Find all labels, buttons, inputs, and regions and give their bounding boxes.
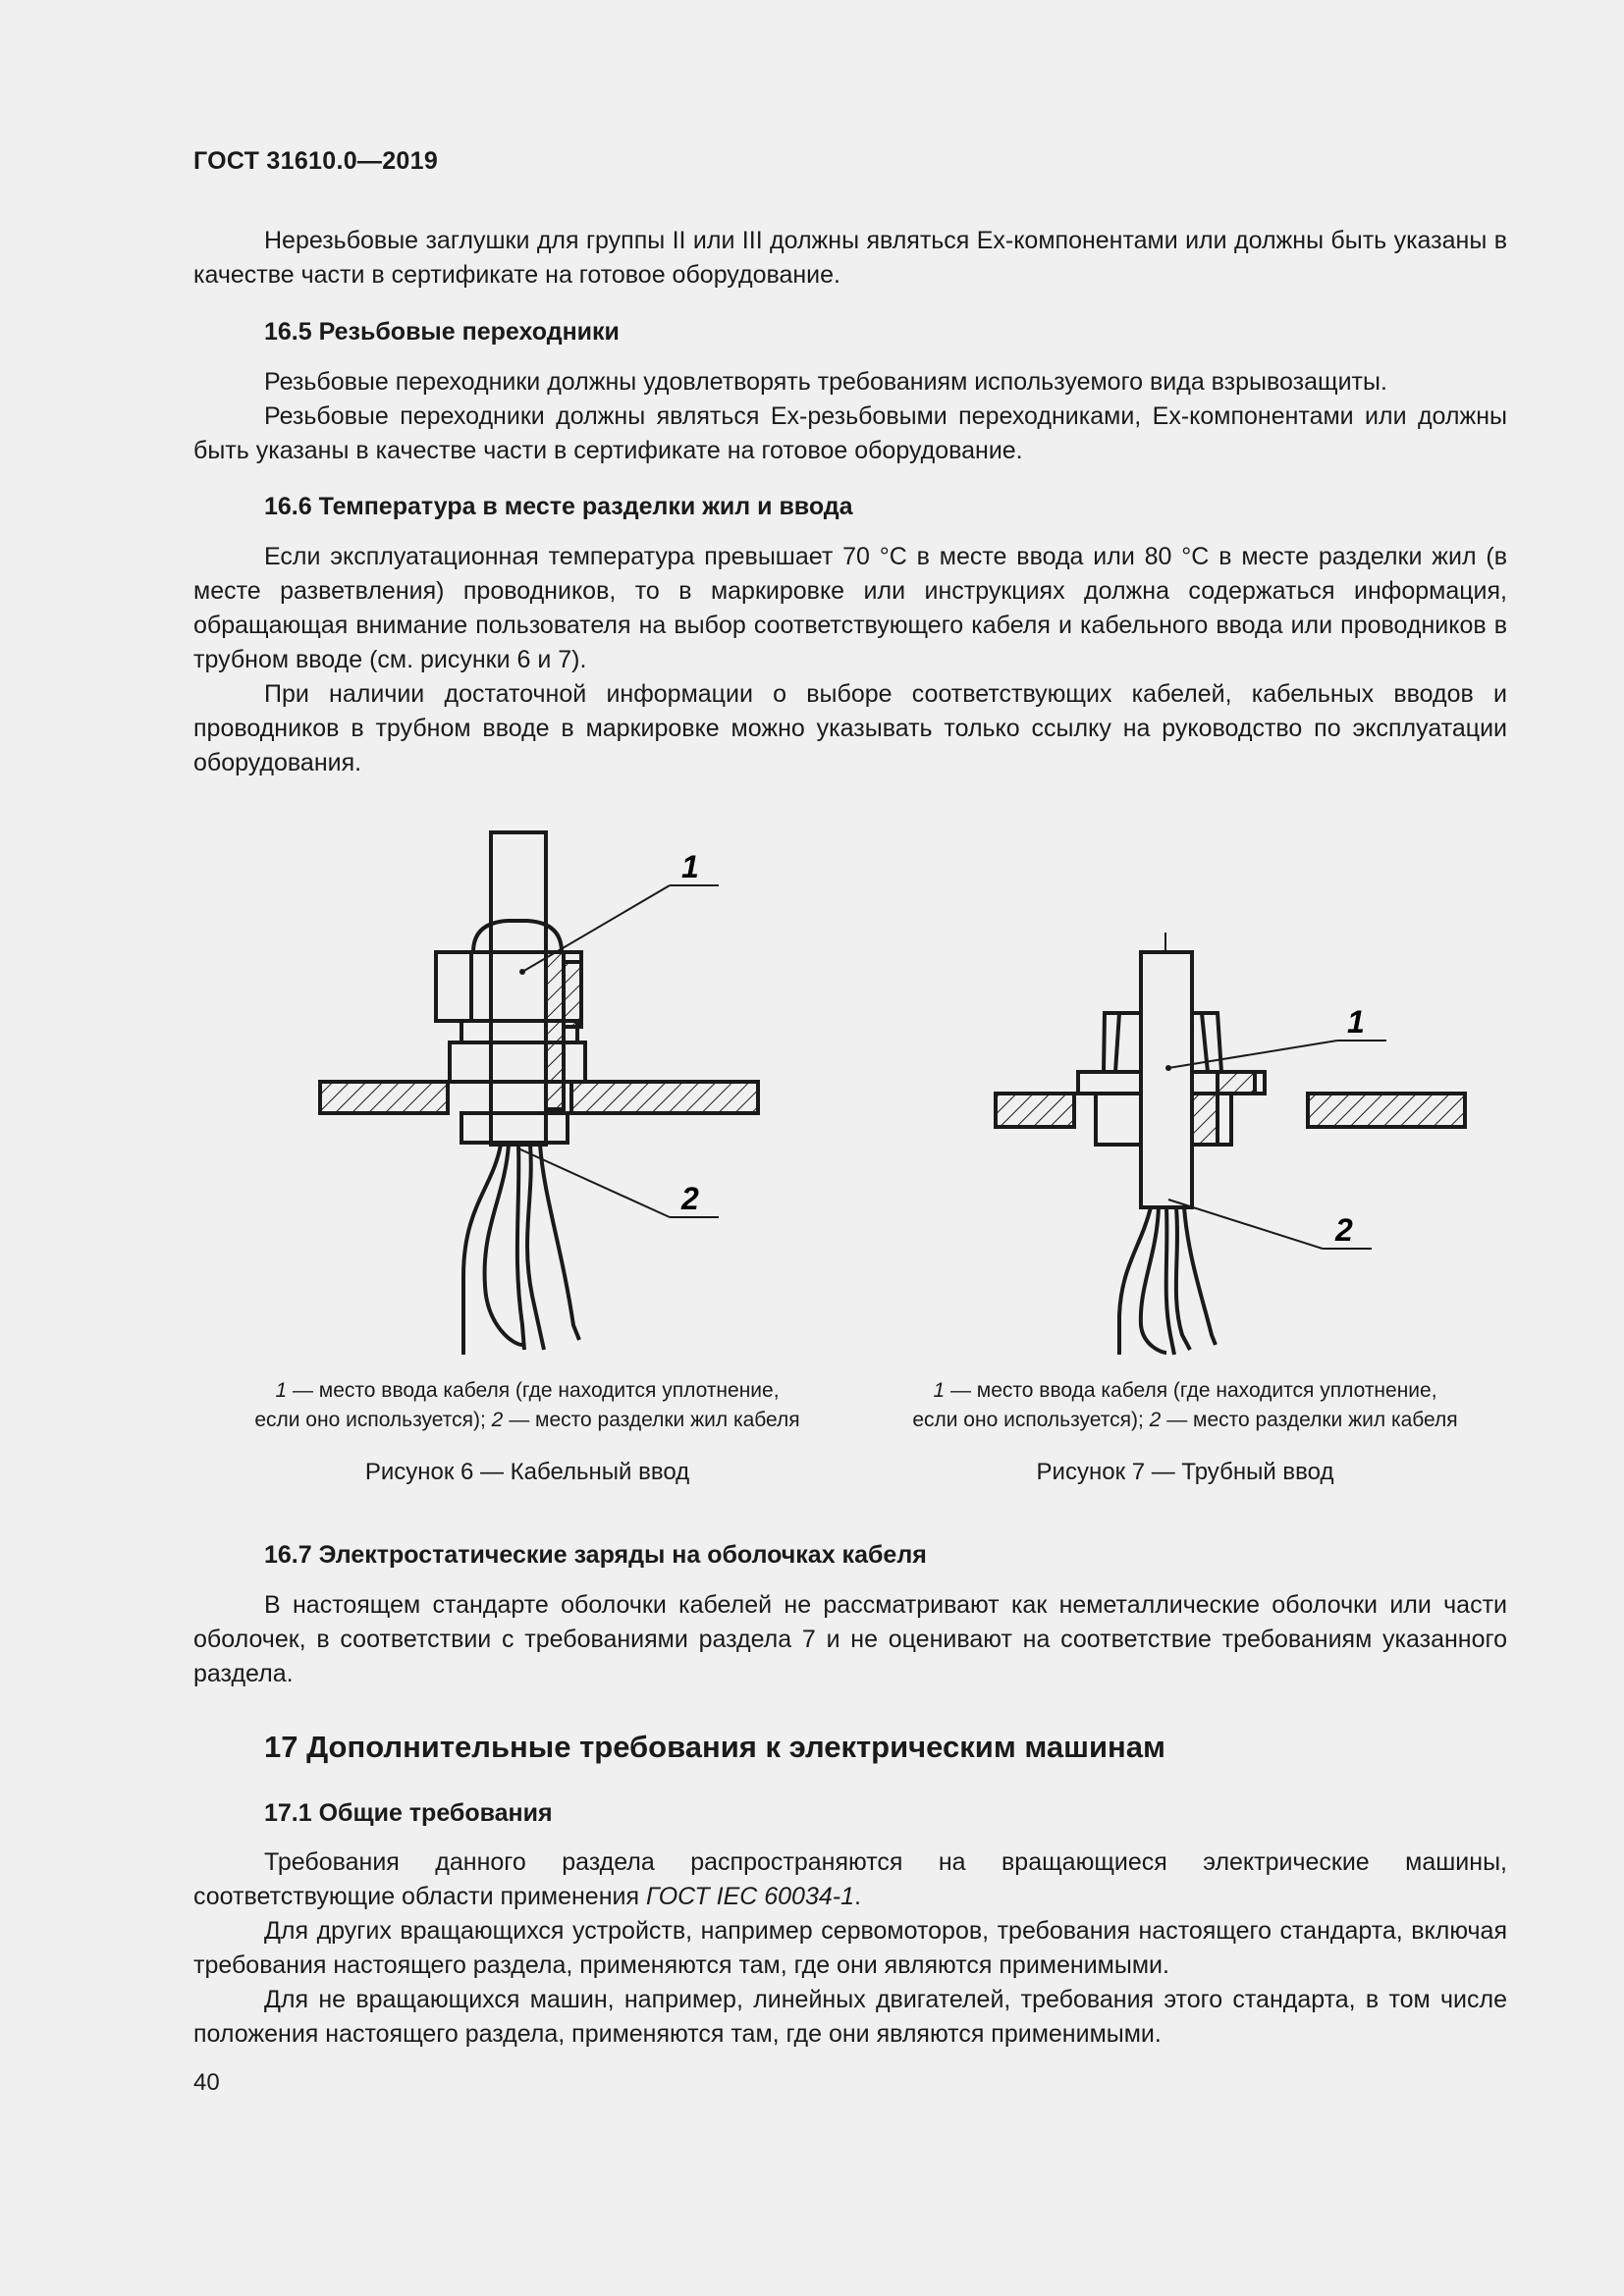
section-16-6-body <box>193 540 1507 780</box>
paragraph: Нерезьбовые заглушки для группы II или III должны являться Ex-компонентами или должны быть указаны в качестве части в сертификате на готовое оборудование. <box>193 227 1507 289</box>
legend-text: — место разделки жил кабеля <box>1161 1409 1458 1431</box>
legend-text: если оно используется); <box>912 1409 1150 1431</box>
legend-num: 2 <box>1149 1409 1162 1431</box>
figure-6-legend <box>193 1376 861 1435</box>
intro-section <box>193 224 1507 293</box>
figure-6-drawing <box>316 815 925 1364</box>
figure-7-label-2: 2 <box>1335 1212 1353 1248</box>
section-16-6 <box>193 493 1507 521</box>
figure-6-label-1: 1 <box>681 849 699 884</box>
legend-num: 1 <box>933 1379 946 1402</box>
legend-text: — место ввода кабеля (где находится уплотнение, <box>945 1379 1437 1402</box>
chapter-title: 17 Дополнительные требования к электрическим машинам <box>264 1730 1165 1764</box>
paragraph-text: Требования данного раздела распространяются на вращающиеся электрические машины, соответствующие области применения <box>193 1848 1507 1910</box>
section-16-7-body <box>193 1588 1507 1691</box>
section-title: 16.7 Электростатические заряды на оболочках кабеля <box>264 1541 927 1569</box>
figure-7-drawing <box>994 933 1543 1364</box>
figure-6-title: Рисунок 6 — Кабельный ввод <box>364 1459 690 1485</box>
section-title: 16.6 Температура в месте разделки жил и ввода <box>264 493 853 520</box>
legend-text: — место ввода кабеля (где находится уплотнение, <box>287 1379 780 1402</box>
paragraph: Если эксплуатационная температура превышает 70 °С в месте ввода или 80 °С в месте разделки жил (в месте разветвления) проводников, то в маркировке или инструкциях должна содержаться информация, обращающая внимание пользователя на выбор соответствующего кабеля и кабельного ввода или проводников в трубном вводе (см. рисунки 6 и 7). <box>193 543 1507 673</box>
paragraph: В настоящем стандарте оболочки кабелей не рассматривают как неметаллические оболочки или части оболочек, в соответствии с требованиями раздела 7 и не оценивают на соответствие требованиям указанного раздела. <box>193 1591 1507 1687</box>
legend-text: — место разделки жил кабеля <box>503 1409 800 1431</box>
paragraph <box>193 1845 1507 1914</box>
legend-text: если оно используется); <box>254 1409 492 1431</box>
figure-7-label-1: 1 <box>1347 1004 1365 1040</box>
paragraph-text: . <box>854 1883 861 1910</box>
document-header: ГОСТ 31610.0—2019 <box>193 147 439 175</box>
section-title: 16.5 Резьбовые переходники <box>264 318 620 346</box>
figure-7-legend <box>861 1376 1509 1435</box>
legend-num: 2 <box>491 1409 504 1431</box>
paragraph: Для других вращающихся устройств, например сервомоторов, требования настоящего стандарта, включая требования настоящего раздела, применяются там, где они являются применимыми. <box>193 1917 1507 1979</box>
paragraph: Резьбовые переходники должны являться Ex-резьбовыми переходниками, Ex-компонентами или должны быть указаны в качестве части в сертификате на готовое оборудование. <box>193 402 1507 464</box>
paragraph: Резьбовые переходники должны удовлетворять требованиям используемого вида взрывозащиты. <box>264 368 1387 396</box>
page-number: 40 <box>193 2069 220 2096</box>
legend-num: 1 <box>275 1379 288 1402</box>
paragraph: При наличии достаточной информации о выборе соответствующих кабелей, кабельных вводов и проводников в трубном вводе в маркировке можно указывать только ссылку на руководство по эксплуатации оборудования. <box>193 680 1507 776</box>
figure-7-title: Рисунок 7 — Трубный ввод <box>1036 1459 1334 1485</box>
section-17-1 <box>193 1799 1507 1828</box>
paragraph: Для не вращающихся машин, например, линейных двигателей, требования этого стандарта, в том числе положения настоящего раздела, применяются там, где они являются применимыми. <box>193 1986 1507 2048</box>
section-16-5-body <box>193 365 1507 468</box>
standard-reference: ГОСТ IEC 60034-1 <box>645 1883 854 1910</box>
section-16-7 <box>193 1541 1507 1570</box>
section-17-1-body <box>193 1845 1507 2052</box>
section-17 <box>193 1730 1507 1765</box>
figure-6-label-2: 2 <box>681 1181 699 1216</box>
section-title: 17.1 Общие требования <box>264 1799 553 1827</box>
section-16-5 <box>193 318 1507 347</box>
